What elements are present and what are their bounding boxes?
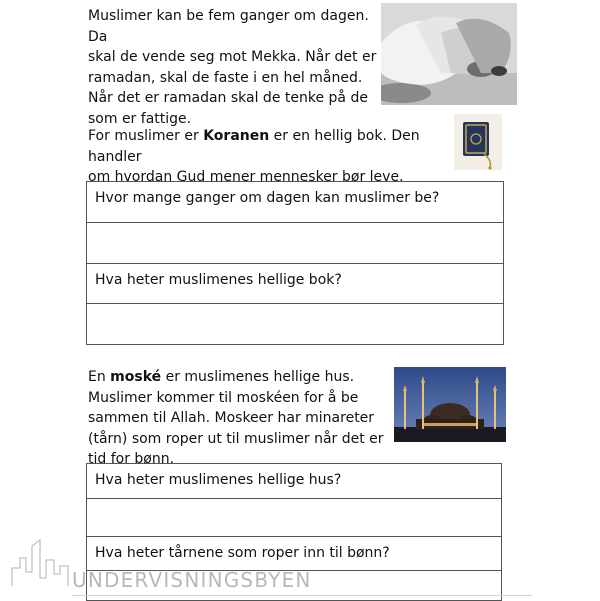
question-row <box>87 182 504 223</box>
mosque-line: (tårn) som roper ut til muslimer når det er <box>88 430 384 447</box>
answer-field[interactable] <box>87 499 502 537</box>
answer-field[interactable] <box>87 223 504 264</box>
answer-row <box>87 223 504 264</box>
question-row <box>87 264 504 304</box>
koran-paragraph <box>88 126 458 188</box>
answer-row <box>87 499 502 537</box>
text-span: er muslimenes hellige hus. <box>161 369 355 385</box>
intro-line: Muslimer kan be fem ganger om dagen. Da <box>88 8 369 45</box>
question-row <box>87 464 502 499</box>
intro-line: ramadan, skal de faste i en hel måned. <box>88 69 363 86</box>
mosque-paragraph <box>88 367 388 470</box>
answer-field[interactable] <box>87 304 504 345</box>
mosque-line: sammen til Allah. Moskeer har minareter <box>88 410 375 426</box>
text-span: er en hellig bok. Den handler <box>88 128 420 165</box>
footer-divider <box>72 595 532 596</box>
text-span: For muslimer er <box>88 128 204 144</box>
intro-paragraph <box>88 6 378 129</box>
koran-line-2: om hvordan Gud mener mennesker bør leve. <box>88 169 404 185</box>
brand-watermark: UNDERVISNINGSBYEN <box>72 568 312 592</box>
koran-line-1 <box>88 126 458 167</box>
mosque-line: Muslimer kommer til moskéen for å be <box>88 389 359 406</box>
answer-row <box>87 304 504 345</box>
question-cell: Hva heter muslimenes hellige bok? <box>87 264 504 304</box>
text-span: En <box>88 369 111 385</box>
mosque-bold-word: moské <box>110 369 162 385</box>
question-cell: Hva heter muslimenes hellige hus? <box>87 464 502 499</box>
question-cell: Hvor mange ganger om dagen kan muslimer be? <box>87 182 504 223</box>
intro-line: som er fattige. <box>88 110 192 127</box>
praying-people-photo <box>381 3 517 105</box>
question-cell: Hva heter tårnene som roper inn til bønn? <box>87 537 502 571</box>
question-row <box>87 537 502 571</box>
intro-line: Når det er ramadan skal de tenke på de <box>88 90 368 106</box>
city-skyline-logo-icon <box>10 538 72 592</box>
intro-line: skal de vende seg mot Mekka. Når det er <box>88 49 377 65</box>
koran-book-icon <box>454 114 502 170</box>
mosque-line-1 <box>88 367 388 388</box>
koran-bold-word: Koranen <box>203 128 270 144</box>
mosque-photo <box>394 367 506 442</box>
mosque-line: tid for bønn. <box>88 451 175 467</box>
question-table-1 <box>86 181 504 345</box>
